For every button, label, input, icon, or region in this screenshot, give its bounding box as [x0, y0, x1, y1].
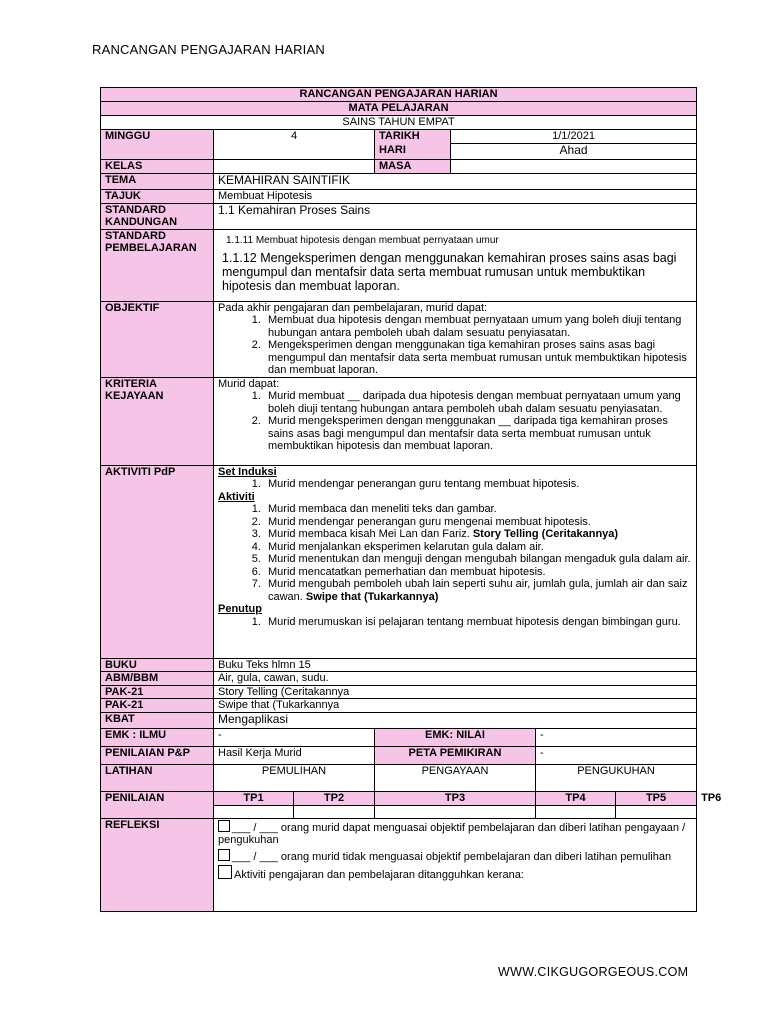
list-item: 1. Murid membuat __ daripada dua hipotesis dengan membuat pernyataan umum yang boleh diuji tentang hubungan antara pemboleh ubah dalam sesuatu penyiasatan.	[264, 390, 692, 415]
tarikh-label: TARIKH	[375, 130, 451, 144]
checkbox-postponed[interactable]	[218, 865, 232, 879]
kriteria-lead: Murid dapat:	[218, 377, 280, 390]
sk-label-line-2: KANDUNGAN	[105, 216, 178, 228]
peta-pemikiran-label: PETA PEMIKIRAN	[375, 746, 536, 764]
refleksi-value	[214, 818, 697, 911]
kriteria-label-line-2: KEJAYAAN	[105, 390, 164, 402]
checkbox-not-mastered[interactable]	[218, 849, 230, 861]
peta-pemikiran-value: -	[536, 746, 697, 764]
latihan-pengukuhan: PENGUKUHAN	[536, 764, 697, 791]
latihan-label: LATIHAN	[101, 764, 214, 791]
aktiviti-title: Aktiviti	[218, 490, 255, 503]
standard-pembelajaran-value	[214, 229, 697, 301]
sp-label-line-1: STANDARD	[105, 229, 166, 242]
list-item: 4. Murid menjalankan eksperimen kelarutan gula dalam air.	[264, 541, 692, 554]
pak21-label-2: PAK-21	[101, 699, 214, 713]
tp1-header: TP1	[214, 791, 294, 805]
sp-label-line-2: PEMBELAJARAN	[105, 242, 197, 254]
refleksi-line-1	[218, 819, 692, 847]
list-item: 6. Murid mencatatkan pemerhatian dan membuat hipotesis.	[264, 566, 692, 579]
hari-label: HARI	[375, 144, 451, 160]
tp3-header: TP3	[375, 791, 536, 805]
kbat-value: Mengaplikasi	[214, 712, 697, 728]
penutup-list	[218, 616, 692, 629]
list-item: 2. Mengeksperimen dengan menggunakan tiga kemahiran proses sains asas bagi mengumpul dan mentafsir data serta membuat rumusan untuk membuktikan hipotesis dan membuat laporan.	[264, 339, 692, 377]
pak21-label-1: PAK-21	[101, 685, 214, 699]
penutup-title: Penutup	[218, 603, 262, 615]
tema-label: TEMA	[101, 174, 214, 190]
aktiviti-list	[218, 503, 692, 603]
list-item: 1. Murid merumuskan isi pelajaran tentang membuat hipotesis dengan bimbingan guru.	[264, 616, 692, 629]
minggu-value: 4	[214, 130, 375, 160]
sp-item-1112: 1.1.12 Mengeksperimen dengan menggunakan kemahiran proses sains asas bagi mengumpul dan mentafsir data serta membuat rumusan untuk membuktikan hipotesis dan membuat laporan.	[222, 251, 677, 293]
footer-url: WWW.CIKGUGORGEOUS.COM	[498, 965, 689, 979]
subject-label: MATA PELAJARAN	[101, 102, 697, 116]
tp5-header: TP5	[616, 791, 697, 805]
latihan-pengayaan: PENGAYAAN	[375, 764, 536, 791]
refleksi-line-3	[218, 863, 692, 882]
refleksi-text-3: Aktiviti pengajaran dan pembelajaran ditangguhkan kerana:	[234, 869, 524, 881]
objektif-value	[214, 301, 697, 377]
tp4-header: TP4	[536, 791, 616, 805]
latihan-pemulihan: PEMULIHAN	[214, 764, 375, 791]
penilaian-label: PENILAIAN	[101, 791, 214, 818]
kriteria-list	[218, 390, 692, 453]
buku-value: Buku Teks hlmn 15	[214, 658, 697, 672]
tp3-cell[interactable]	[375, 805, 536, 818]
penilaian-pdp-label: PENILAIAN P&P	[101, 746, 214, 764]
penilaian-pdp-value: Hasil Kerja Murid	[214, 746, 375, 764]
sp-item-1111: 1.1.11 Membuat hipotesis dengan membuat pernyataan umur	[226, 234, 499, 246]
kelas-value	[214, 160, 375, 174]
emk-nilai-label: EMK: NILAI	[375, 728, 536, 746]
aktiviti-value	[214, 465, 697, 658]
set-induksi-title: Set Induksi	[218, 465, 277, 478]
pak21-value-2: Swipe that (Tukarkannya	[214, 699, 697, 713]
list-item: 1. Membuat dua hipotesis dengan membuat pernyataan umum yang boleh diuji tentang hubungan antara pemboleh ubah dalam sesuatu penyiasatan.	[264, 314, 692, 339]
abm-label: ABM/BBM	[101, 672, 214, 686]
tp2-header: TP2	[294, 791, 375, 805]
pak21-value-1: Story Telling (Ceritakannya	[214, 685, 697, 699]
list-item	[264, 578, 692, 603]
swipe-that-label: Swipe that (Tukarkannya)	[305, 590, 439, 603]
refleksi-text-2: ___ / ___ orang murid tidak menguasai objektif pembelajaran dan diberi latihan pemulihan	[232, 850, 672, 863]
kbat-label: KBAT	[101, 712, 214, 728]
story-telling-label: Story Telling (Ceritakannya)	[472, 528, 619, 540]
tp4-cell[interactable]	[536, 805, 616, 818]
emk-nilai-value: -	[536, 728, 697, 746]
objektif-label: OBJEKTIF	[101, 301, 214, 377]
masa-value	[451, 160, 697, 174]
aktiviti-label: AKTIVITI PdP	[101, 465, 214, 658]
standard-kandungan-value: 1.1 Kemahiran Proses Sains	[214, 203, 697, 229]
masa-label: MASA	[375, 160, 451, 174]
kelas-label: KELAS	[101, 160, 214, 174]
objektif-lead: Pada akhir pengajaran dan pembelajaran, murid dapat:	[218, 301, 488, 314]
tarikh-value: 1/1/2021	[451, 130, 697, 144]
tajuk-value: Membuat Hipotesis	[214, 190, 697, 204]
list-item: 2. Murid mendengar penerangan guru mengenai membuat hipotesis.	[264, 516, 692, 529]
kriteria-kejayaan-label	[101, 377, 214, 465]
lesson-plan-table: RANCANGAN PENGAJARAN HARIAN MATA PELAJARAN SAINS TAHUN EMPAT MINGGU 4 TARIKH 1/1/2021 HARI Ahad KELAS MASA TEMA KEMAHIRAN SAINTIFIK TAJUK Membuat Hipotesis STANDARD KANDUNGAN 1.1 Kemahiran Proses Sains STANDARD PEMBELAJARAN 1.1.11 Membuat hipotesis dengan membuat pernyataan umur 1.1.12 Mengeksperimen dengan menggunakan kemahiran proses sains asas bagi mengumpul dan mentafsir data serta membuat rumusan untuk membuktikan hipotesis dan membuat laporan. OBJEKTIF Pada akhir pengajaran dan pembelajaran, murid dapat: 1. Membuat dua hipotesis dengan membuat pernyataan umum yang boleh diuji tentang hubungan antara pemboleh ubah dalam sesuatu penyiasatan. 2. Mengeksperimen dengan menggunakan tiga kemahiran proses sains asas bagi mengumpul dan mentafsir data serta membuat rumusan untuk membuktikan hipotesis dan membuat laporan. KRITERIA KEJAYAAN Murid dapat: 1. Murid membuat __ daripada dua hipotesis dengan membuat pernyataan umum yang boleh diuji tentang hubungan antara pemboleh ubah dalam sesuatu penyiasatan. 2. Murid mengeksperimen dengan menggunakan __ daripada tiga kemahiran proses sains asas bagi mengumpul dan mentafsir data serta membuat rumusan untuk membuktikan hipotesis dan membuat laporan. AKTIVITI PdP Set Induksi 1. Murid mendengar penerangan guru tentang membuat hipotesis. Aktiviti 1. Murid membaca dan meneliti teks dan gambar. 2. Murid mendengar penerangan guru mengenai membuat hipotesis. 3. Murid membaca kisah Mei Lan dan Fariz. Story Telling (Ceritakannya) 4. Murid menjalankan eksperimen kelarutan gula dalam air. 5. Murid menentukan dan menguji dengan mengubah bilangan mengaduk gula dalam air. 6. Murid mencatatkan pemerhatian dan membuat hipotesis. 7. Murid mengubah pemboleh ubah lain seperti suhu air, jumlah gula, jumlah air dan saiz cawan. Swipe that (Tukarkannya) Penutup 1. Murid merumuskan isi pelajaran tentang membuat hipotesis dengan bimbingan guru. BUKU Buku Teks hlmn 15 ABM/BBM Air, gula, cawan, sudu. PAK-21 Story Telling (Ceritakannya PAK-21 Swipe that (Tukarkannya KBAT Mengaplikasi EMK : ILMU - EMK: NILAI - PENILAIAN P&P Hasil Kerja Murid PETA PEMIKIRAN - LATIHAN PEMULIHAN PENGAYAAN PENGUKUHAN PENILAIAN TP1 TP2 TP3 TP4 TP5 TP6 REFLEKSI ___ / ___ orang murid dapat menguasai objektif pembelajaran dan diberi latihan pengayaan / pengukuhan ___ / ___ orang murid tidak menguasai objektif pembelajaran dan diberi latihan pemulihan Aktiviti pengajaran dan pembelajaran ditangguhkan kerana:	[100, 87, 697, 912]
standard-kandungan-label	[101, 203, 214, 229]
activity-text: Murid membaca kisah Mei Lan dan Fariz.	[268, 528, 473, 540]
list-item: 2. Murid mengeksperimen dengan menggunakan __ daripada tiga kemahiran proses sains asas bagi mengumpul dan mentafsir data serta membuat rumusan untuk membuktikan hipotesis dan membuat laporan.	[264, 415, 692, 453]
list-item	[264, 528, 692, 541]
kriteria-label-line-1: KRITERIA	[105, 377, 157, 390]
tajuk-label: TAJUK	[101, 190, 214, 204]
checkbox-mastered[interactable]	[218, 820, 230, 832]
kriteria-kejayaan-value	[214, 377, 697, 465]
tema-value: KEMAHIRAN SAINTIFIK	[214, 174, 697, 190]
set-induksi-list	[218, 478, 692, 491]
list-item: 1. Murid mendengar penerangan guru tentang membuat hipotesis.	[264, 478, 692, 491]
plan-title: RANCANGAN PENGAJARAN HARIAN	[101, 88, 697, 102]
refleksi-line-2	[218, 847, 692, 864]
list-item: 5. Murid menentukan dan menguji dengan mengubah bilangan mengaduk gula dalam air.	[264, 553, 692, 566]
buku-label: BUKU	[101, 658, 214, 672]
activity-text: Murid mengubah pemboleh ubah lain seperti suhu air, jumlah gula, jumlah air dan saiz cawan.	[268, 578, 688, 603]
minggu-label: MINGGU	[101, 130, 214, 160]
hari-value: Ahad	[451, 144, 697, 160]
refleksi-label: REFLEKSI	[101, 818, 214, 911]
refleksi-text-1: ___ / ___ orang murid dapat menguasai objektif pembelajaran dan diberi latihan pengayaan / pengukuhan	[218, 821, 686, 846]
standard-pembelajaran-label	[101, 229, 214, 301]
objektif-list	[218, 314, 692, 377]
emk-ilmu-value: -	[214, 728, 375, 746]
abm-value: Air, gula, cawan, sudu.	[214, 672, 697, 686]
sk-label-line-1: STANDARD	[105, 203, 166, 216]
list-item: 1. Murid membaca dan meneliti teks dan gambar.	[264, 503, 692, 516]
subject-value: SAINS TAHUN EMPAT	[101, 116, 697, 130]
tp2-cell[interactable]	[294, 805, 375, 818]
tp5-cell[interactable]	[616, 805, 697, 818]
document-header: RANCANGAN PENGAJARAN HARIAN	[92, 42, 325, 57]
emk-ilmu-label: EMK : ILMU	[101, 728, 214, 746]
tp1-cell[interactable]	[214, 805, 294, 818]
